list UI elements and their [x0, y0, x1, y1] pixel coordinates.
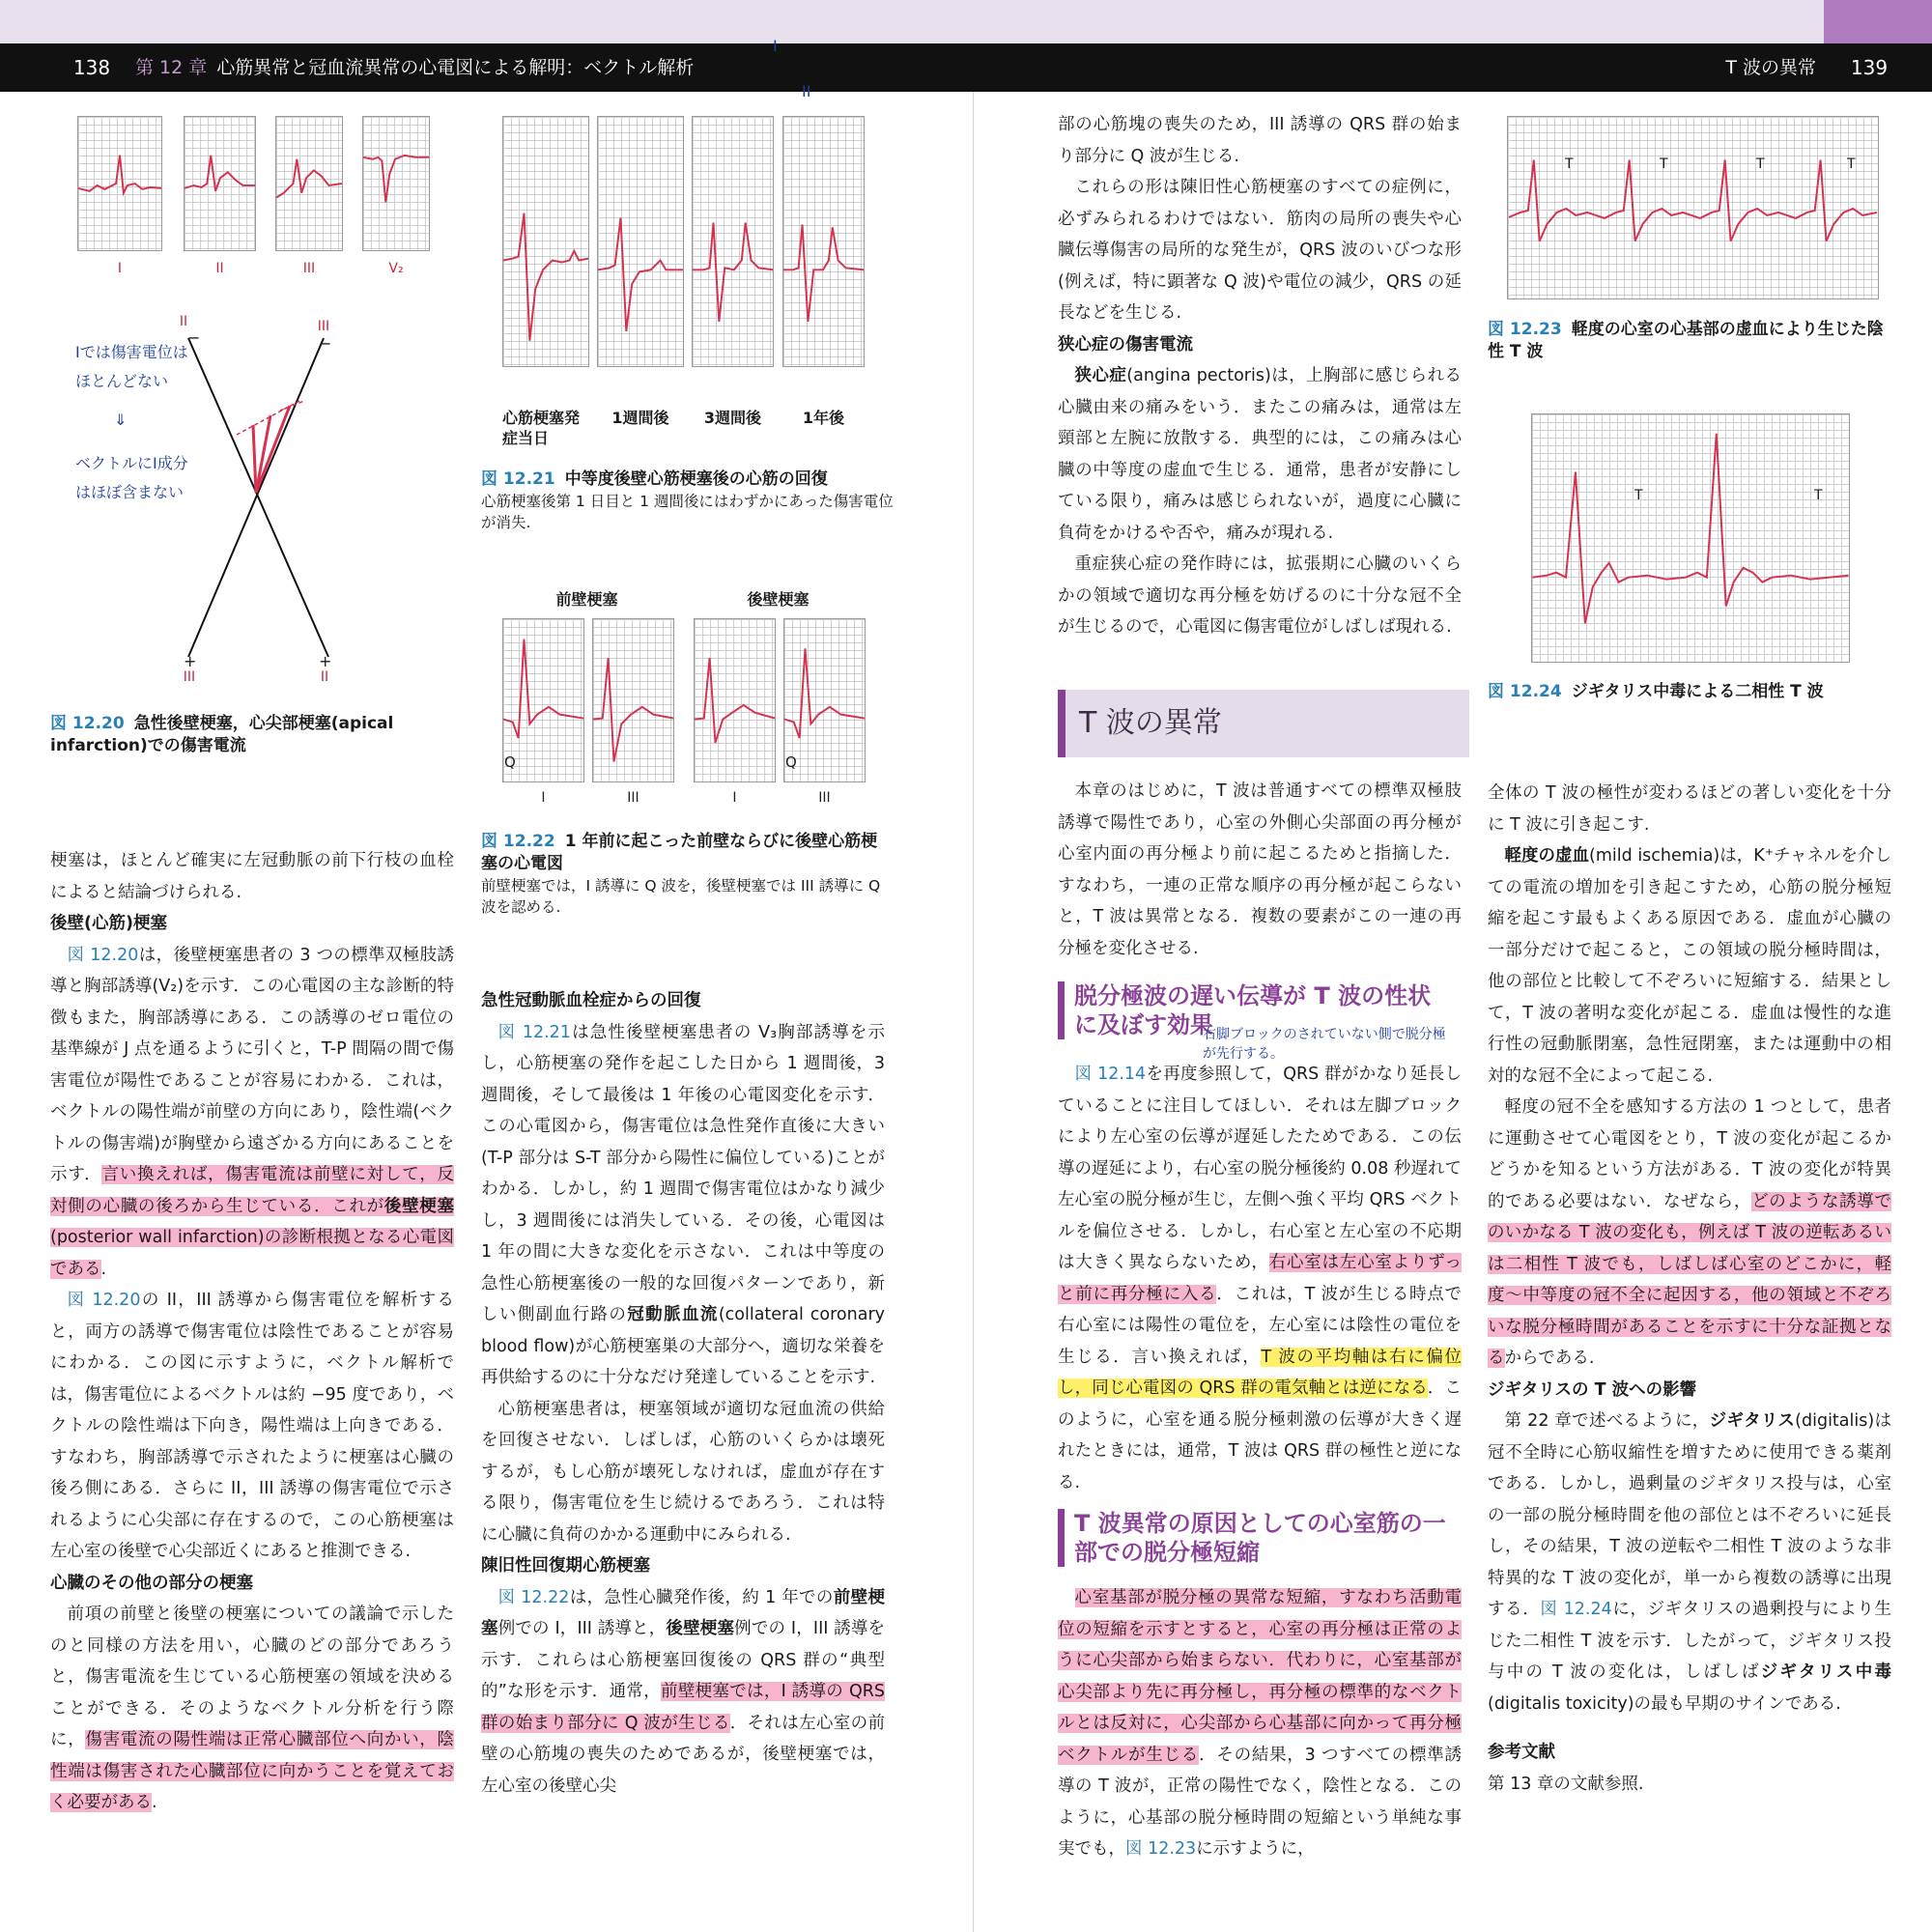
c1-ref-2[interactable]: 図 12.20 — [67, 1291, 141, 1310]
fig21-body: 心筋梗塞後第 1 日目と 1 週間後にはわずかにあった傷害電位が消失. — [481, 493, 894, 531]
column-4 — [1488, 778, 1891, 1800]
ecg-strip-week1 — [597, 116, 684, 367]
chapter-heading — [135, 43, 694, 92]
fig24-title: ジギタリス中毒による二相性 T 波 — [1571, 682, 1824, 701]
c4-p3-a: 第 22 章で述べるように， — [1504, 1411, 1710, 1431]
fig23-t-4: T — [1847, 156, 1856, 172]
fig22-group-anterior: 前壁梗塞 — [555, 590, 618, 609]
c3-highlight-yellow: T 波の平均軸は右に偏位し，同じ心電図の QRS 群の電気軸とは逆になる — [1058, 1347, 1462, 1398]
fig24-t-1: T — [1634, 488, 1643, 503]
c4-p3-b: (digitalis)は冠不全時に心筋収縮性を増すために使用できる薬剤である．しかし，過剰量のジギタリス投与は，心室の一部の脱分極時間を他の部位とは不ぞろいに延長し，その結果，T 波の逆転や二相性 T 波のような非特異的な T 波の変化が，単一から複数の誘導に出現する． — [1488, 1411, 1891, 1619]
column-3-bottom — [1058, 1582, 1462, 1865]
c2-ref-2[interactable]: 図 12.22 — [497, 1587, 570, 1607]
c2-p3-a: は，急性心臓発作後，約 1 年での — [569, 1587, 834, 1607]
axis-ii-neg-label: II — [179, 314, 188, 329]
fig20-title: 急性後壁梗塞，心尖部梗塞(apical infarction)での傷害電流 — [50, 714, 394, 755]
left-page-number: 138 — [72, 56, 111, 79]
axis-iii-pos-sign: + — [184, 652, 197, 670]
c2-p1 — [481, 1017, 885, 1394]
c2-p3-b: 例での I，III 誘導と， — [497, 1619, 667, 1638]
axis-ii-pos-sign: + — [319, 652, 332, 670]
ecg-strip-day0 — [502, 116, 589, 367]
c2-p3-bold-1: 前壁梗塞 — [481, 1587, 886, 1638]
ecg-posterior-lead-i — [694, 618, 776, 782]
c2-p2: 心筋梗塞患者は，梗塞領域が適切な冠血流の供給を回復させない．しばしば，心筋のいくらかは壊死するが，もし心筋が壊死しなければ，虚血が存在する限り，傷害電位を生じ続けるであろう．これは特に心臓に負荷のかかる運動中にみられる. — [481, 1399, 885, 1545]
handwritten-note-i: I — [773, 37, 778, 55]
c4-p1-bold: 軽度の虚血 — [1504, 846, 1590, 866]
fig21-title: 中等度後壁心筋梗塞後の心筋の回復 — [564, 469, 828, 489]
fig20-caption — [50, 713, 456, 757]
fig23-t-1: T — [1565, 156, 1574, 172]
c1-p3-text: 前項の前壁と後壁の梗塞についての議論で示したのと同様の方法を用い，心臓のどの部分であろうと，傷害電流を生じている心筋梗塞の領域を決めることができる．そのようなベクトル分析を行う際に， — [50, 1605, 454, 1749]
c2-heading-1: 急性冠動脈血栓症からの回復 — [481, 991, 701, 1010]
handwritten-note-ii: II — [802, 82, 811, 100]
c3-p5-a: を再度参照して，QRS 群がかなり延長していることに注目してほしい．それは左脚ブロックにより左心室の伝導が遅延したためである．この伝導の遅延により，右心室の脱分極後約 0.08 秒遅れて左心室の脱分極が生じ，左側へ強く平均 QRS ベクトルを偏位させる．しかし，右心室と左心室の不応期は大きく異ならないため， — [1058, 1065, 1462, 1272]
fig23-label: 図 12.23 — [1488, 320, 1562, 339]
c2-ref-1[interactable]: 図 12.21 — [497, 1022, 571, 1042]
right-section-title: T 波の異常 — [1725, 57, 1816, 78]
ecg-fig23 — [1507, 116, 1879, 299]
c3-p5-c: ．このように，心室を通る脱分極刺激の伝導が大きく遅れたときには，通常，T 波は QRS 群の極性と逆になる. — [1058, 1378, 1462, 1492]
c4-p2-c: からである. — [1504, 1349, 1595, 1368]
c4-p3-c: に，ジギタリスの過剰投与により生じた二相性 T 波を示す．したがって，ジギタリス投与中の T 波の変化は，しばしば — [1488, 1600, 1891, 1682]
column-2 — [481, 985, 885, 1802]
c4-p2-a: 軽度の冠不全を感知する方法の 1 つとして，患者に運動させて心電図をとり，T 波の変化が起こるかどうかを知るという方法がある．T 波の変化が特異的である必要はない．なぜなら， — [1488, 1097, 1891, 1211]
ecg-strip-lead-i — [77, 116, 162, 251]
c3-p5 — [1058, 1059, 1462, 1498]
ecg-strip-week3 — [692, 116, 774, 367]
q-mark-anterior: Q — [504, 753, 516, 771]
c3-ref-2[interactable]: 図 12.23 — [1125, 1839, 1197, 1859]
fig22-body: 前壁梗塞では，I 誘導に Q 波を，後壁梗塞では III 誘導に Q 波を認める. — [481, 877, 881, 916]
c2-p3-d: ．それは左心室の前壁の心筋塊の喪失のためであるが，後壁梗塞では，左心室の後壁心尖 — [481, 1713, 886, 1796]
fig22-caption — [481, 831, 892, 918]
c4-p0: 全体の T 波の極性が変わるほどの著しい変化を十分に T 波に引き起こす. — [1488, 783, 1891, 835]
c4-highlight: どのような誘導でのいかなる T 波の変化も，例えば T 波の逆転あるいは二相性 T 波でも，しばしば心室のどこかに，軽度〜中等度の冠不全に起因する，他の領域と不ぞろいな脱分極時間があることを示すに十分な証拠となる — [1488, 1191, 1892, 1368]
c3-p6-a: ．その結果，3 つすべての標準誘導の T 波が，正常の陽性でなく，陰性となる．このように，心基部の脱分極時間の短縮という単純な事実でも， — [1058, 1745, 1462, 1859]
c1-p0: 梗塞は，ほとんど確実に左冠動脈の前下行枝の血栓によると結論づけられる. — [50, 851, 454, 902]
c3-p2-bold: 狭心症 — [1074, 366, 1127, 385]
c3-p2 — [1058, 360, 1462, 549]
lead-label-v2: V₂ — [388, 261, 404, 276]
c2-highlight: 前壁梗塞では，I 誘導の QRS 群の始まり部分に Q 波が生じる — [481, 1682, 885, 1733]
c2-p3-c: 例での I，III 誘導を示す．これらは心筋梗塞回復後の QRS 群の“典型的”な形を示す．通常， — [481, 1619, 886, 1701]
c4-heading-1: ジギタリスの T 波への影響 — [1488, 1379, 1697, 1400]
c3-highlight-1: 右心室は左心室よりずっと前に再分極に入る — [1058, 1253, 1462, 1304]
c4-p3-bold-1: ジギタリス — [1709, 1411, 1796, 1431]
q-mark-posterior: Q — [785, 753, 797, 771]
fig22-lead-2: III — [627, 790, 639, 806]
c1-heading-2: 心臓のその他の部分の梗塞 — [50, 1573, 253, 1593]
c4-p3-bold-2: ジギタリス中毒 — [1760, 1662, 1891, 1682]
handwritten-note-arrow: ⇓ — [114, 411, 128, 429]
lead-label-i: I — [117, 261, 123, 276]
fig22-title: 1 年前に起こった前壁ならびに後壁心筋梗塞の心電図 — [481, 832, 878, 873]
axis-iii-neg-sign: − — [319, 334, 332, 353]
chapter-title: 心筋異常と冠血流異常の心電図による解明：ベクトル解析 — [216, 57, 695, 78]
fig21-caption — [481, 469, 896, 533]
handwritten-note-3: 右脚ブロックのされていない側で脱分極が先行する。 — [1203, 1027, 1446, 1062]
fig22-lead-3: I — [732, 790, 737, 806]
c1-p1-bold: 後壁梗塞 — [384, 1196, 455, 1216]
c2-p1-text: は急性後壁梗塞患者の V₃胸部誘導を示し，心筋梗塞の発作を起こした日から 1 週間後，3 週間後，そして最後は 1 年後の心電図変化を示す．この心電図から，傷害電位は急性発作直後に大きい(T-P 部分は S-T 部分から陽性に偏位している)ことがわかる．しかし，約 1 週間で傷害電位はかなり減少し，3 週間後には消失している．その後，心電図は 1 年の間に大きな変化を示さない．これは中等度の急性心筋梗塞後の一般的な回復パターンであり，新しい側副血行路の — [481, 1022, 885, 1324]
c1-p2 — [50, 1285, 454, 1568]
section-heading-text: T 波の異常 — [1079, 706, 1222, 740]
axis-ii-neg-sign: − — [187, 328, 201, 347]
column-1 — [50, 845, 454, 1819]
chapter-number: 第 12 章 — [135, 57, 208, 78]
c1-ref-1[interactable]: 図 12.20 — [67, 945, 139, 965]
fig24-label: 図 12.24 — [1488, 682, 1562, 701]
axis-iii-neg-label: III — [317, 319, 330, 334]
fig22-lead-1: I — [541, 790, 546, 806]
c1-highlight-1 — [50, 1165, 454, 1279]
c1-p3: 前項の前壁と後壁の梗塞についての議論で示したのと同様の方法を用い，心臓のどの部分であろうと，傷害電流を生じている心筋梗塞の領域を決めることができる．そのようなベクトル分析を行う際に，傷害電流の陽性端は正常心臓部位へ向かい，陰性端は傷害された心臓部位に向かうことを覚えておく必要がある. — [50, 1605, 455, 1812]
fig21-label-week1: 1週間後 — [611, 409, 669, 427]
c4-p3-d: (digitalis toxicity)の最も早期のサインである. — [1488, 1693, 1841, 1714]
c2-p3 — [481, 1582, 885, 1803]
right-page-number: 139 — [1850, 56, 1889, 79]
c1-p1: 図 12.20は，後壁梗塞患者の 3 つの標準双極肢誘導と胸部誘導(V₂)を示す．この心電図の主な診断的特徴もまた，胸部誘導にある．この誘導のゼロ電位の基準線が J 点を通るように引くと，T-P 間隔の間で傷害電位が陽性であることが容易にわかる．これは，ベクトルの陽性端が前壁の方向にあり，陰性端(ベクトルの傷害端)が胸壁から遠ざかる方向にあることを示す．言い換えれば，傷害電流は前壁に対して，反対側の心臓の後ろから生じている．これが後壁梗塞(posterior wall infarction)の診断根拠となる心電図である. — [50, 945, 455, 1279]
c3-p4: 本章のはじめに，T 波は普通すべての標準双極肢誘導で陽性であり，心室の外側心尖部面の再分極が心室内面の再分極より前に起こるためと指摘した．すなわち，一連の正常な順序の再分極が起こらないと，T 波は異常となる．複数の要素がこの一連の再分極を変化させる. — [1058, 781, 1462, 958]
c2-p1-bold: 冠動脈血流 — [627, 1305, 719, 1324]
ecg-strip-lead-v2 — [362, 116, 430, 251]
ecg-anterior-lead-iii — [592, 618, 674, 782]
fig22-lead-4: III — [818, 790, 831, 806]
c3-subsection-1: 脱分極波の遅い伝導が T 波の性状に及ぼす効果 — [1058, 981, 1451, 1039]
c3-p6-b: に示すように， — [1196, 1839, 1315, 1859]
axis-iii-pos-label: III — [183, 669, 196, 685]
page-gutter — [973, 92, 974, 1932]
fig24-t-2: T — [1814, 488, 1823, 503]
c3-ref-1[interactable]: 図 12.14 — [1074, 1065, 1147, 1084]
handwritten-note-2: ベクトルにI成分はほぼ含まない — [75, 454, 188, 501]
section-heading-t-wave — [1058, 690, 1469, 757]
c1-heading-1: 後壁(心筋)梗塞 — [50, 914, 167, 933]
c3-p2-text: (angina pectoris)は，上胸部に感じられる心臓由来の痛みをいう．またこの痛みは，通常は左頸部と左腕に放散する．典型的には，この痛みは心臓の中等度の虚血で生じる．通常，患者が安静にしている限り，痛みは感じられないが，過度に心臓に負荷をかけるや否や，痛みが現れる. — [1058, 366, 1463, 543]
c1-p1-hl-b: (posterior wall infarction)の診断根拠となる心電図である — [50, 1228, 454, 1279]
lead-label-iii: III — [302, 261, 316, 276]
fig21-label-year1: 1年後 — [802, 409, 845, 427]
c4-p1-text: (mild ischemia)は，K⁺チャネルを介しての電流の増加を引き起こすため，心筋の脱分極短縮を起こす最もよくある原因である．虚血が心臓の一部分だけで起こると，この領域の脱分極時間は，他の部位と比較して不ぞろいに短縮する．結果として，T 波の著明な変化が起こる．虚血は慢性的な進行性の冠動脈閉塞，急性冠閉塞，または運動中の相対的な冠不全によって起こる. — [1488, 846, 1891, 1086]
fig23-t-3: T — [1756, 156, 1765, 172]
fig22-group-posterior: 後壁梗塞 — [747, 590, 810, 609]
c4-p1 — [1488, 840, 1891, 1092]
column-3-mid — [1058, 776, 1462, 964]
right-top-band — [976, 0, 1826, 43]
c1-p1-hl-a: 言い換えれば，傷害電流は前壁に対して，反対側の心臓の後ろから生じている．これが — [50, 1165, 454, 1216]
c4-p2 — [1488, 1092, 1891, 1375]
column-3-top — [1058, 109, 1462, 643]
c1-p1-text: は，後壁梗塞患者の 3 つの標準双極肢誘導と胸部誘導(V₂)を示す．この心電図の主な診断的特徴もまた，胸部誘導にある．この誘導のゼロ電位の基準線が J 点を通るように引くと，T-P 間隔の間で傷害電位が陽性であることが容易にわかる．これは，ベクトルの陽性端が前壁の方向にあり，陰性端(ベクトルの傷害端)が胸壁から遠ざかる方向にあることを示す． — [50, 945, 454, 1184]
lead-label-ii: II — [215, 261, 224, 276]
c3-p3: 重症狭心症の発作時には，拡張期に心臓のいくらかの領域で適切な再分極を妨げるのに十分な冠不全が生じるので，心電図に傷害電位がしばしば現れる. — [1058, 554, 1462, 637]
fig23-title: 軽度の心室の心基部の虚血により生じた陰性 T 波 — [1488, 320, 1884, 361]
fig21-label-day0: 心筋梗塞発症当日 — [502, 409, 581, 447]
c3-highlight-2: 心室基部が脱分極の異常な短縮，すなわち活動電位の短縮を示すとすると，心室の再分極は正常のように心尖部から始まらない．代わりに，心室基部が心尖部より先に再分極し，再分極の標準的なベクトルとは反対に，心尖部から心基部に向かって再分極ベクトルが生じる — [1058, 1588, 1462, 1765]
handwritten-note-1: Iでは傷害電位はほとんどない — [75, 343, 188, 390]
c1-p2-text: の II，III 誘導から傷害電位を解析すると，両方の誘導で傷害電位は陰性であることが容易にわかる．この図に示すように，ベクトル解析では，傷害電位によるベクトルは約 −95 度であり，ベクトルの陰性端は下向き，陽性端は上向きである．すなわち，胸部誘導で示されたように梗塞は心臓の後ろ側にある．さらに II，III 誘導の傷害電位で示されるように心尖部に存在するので，この心筋梗塞は左心室の後壁で心尖部近くにあると推測できる. — [50, 1291, 454, 1561]
c3-p5-b: ．これは，T 波が生じる時点で右心室には陽性の電位を，左心室には陰性の電位を生じる．言い換えれば， — [1058, 1284, 1462, 1367]
fig23-t-2: T — [1660, 156, 1668, 172]
c2-p1-text-2: (collateral coronary blood flow)が心筋梗塞巣の大部分へ，適切な栄養を再供給するのに十分なだけ発達していることを示す. — [481, 1305, 886, 1387]
ecg-strip-year1 — [782, 116, 865, 367]
c4-p4: 第 13 章の文献参照. — [1488, 1774, 1644, 1794]
left-top-band — [121, 0, 980, 43]
c3-p6 — [1058, 1582, 1462, 1865]
fig20-label: 図 12.20 — [50, 714, 125, 733]
ecg-strip-lead-iii — [275, 116, 343, 251]
axis-ii-pos-label: II — [320, 669, 329, 685]
c3-p0: 部の心筋塊の喪失のため，III 誘導の QRS 群の始まり部分に Q 波が生じる. — [1058, 115, 1462, 166]
fig23-caption — [1488, 319, 1893, 363]
right-top-tab — [1824, 0, 1932, 43]
c2-p3-bold-2: 後壁梗塞 — [666, 1619, 735, 1638]
c4-p3 — [1488, 1406, 1891, 1719]
left-top-tab — [0, 0, 121, 43]
fig21-label: 図 12.21 — [481, 469, 555, 489]
c4-heading-refs: 参考文献 — [1488, 1743, 1555, 1762]
ecg-fig24 — [1531, 413, 1850, 663]
c3-p1: これらの形は陳旧性心筋梗塞のすべての症例に，必ずみられるわけではない．筋肉の局所の喪失や心臓伝導傷害の局所的な発生が，QRS 波のいびつな形(例えば，特に顕著な Q 波)や電位の減少，QRS の延長などを生じる. — [1058, 178, 1462, 323]
fig21-label-week3: 3週間後 — [703, 409, 762, 427]
fig24-caption — [1488, 681, 1893, 703]
fig22-label: 図 12.22 — [481, 832, 555, 851]
c3-subsection-2: T 波異常の原因としての心室筋の一部での脱分極短縮 — [1058, 1509, 1451, 1567]
c2-heading-2: 陳旧性回復期心筋梗塞 — [481, 1556, 650, 1576]
c4-ref[interactable]: 図 12.24 — [1540, 1600, 1612, 1619]
column-3-low — [1058, 1059, 1462, 1498]
c3-heading-1: 狭心症の傷害電流 — [1058, 334, 1193, 355]
ecg-strip-lead-ii — [184, 116, 256, 251]
c1-highlight-2: 傷害電流の陽性端は正常心臓部位へ向かい，陰性端は傷害された心臓部位に向かうことを覚えておく必要がある — [50, 1730, 455, 1812]
